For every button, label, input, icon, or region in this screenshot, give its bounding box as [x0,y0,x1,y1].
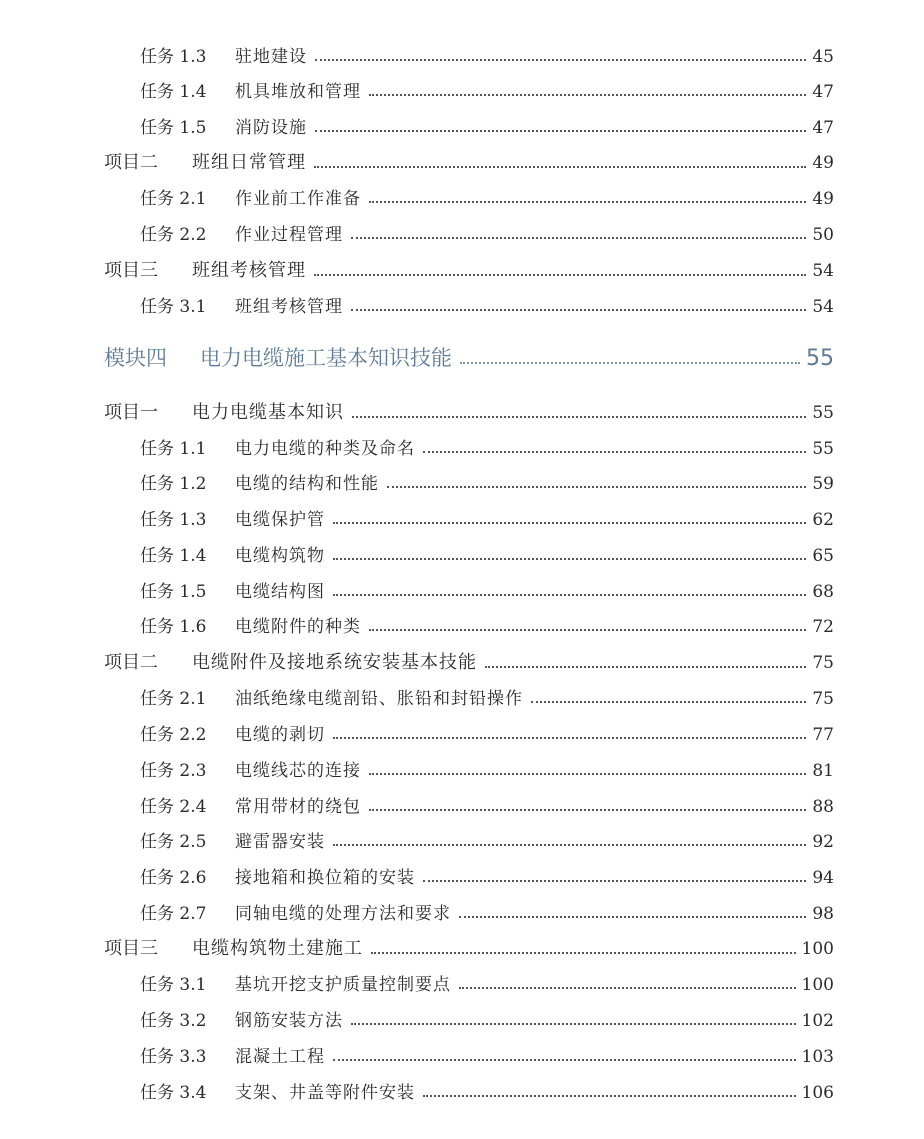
toc-entry-task [0,899,834,924]
toc-entry-title: 班组考核管理 [192,260,306,281]
dot-leader [369,628,806,631]
toc-entry-page: 55 [812,403,834,423]
dot-leader [369,200,806,203]
toc-entry-number: 任务 2.2 [140,225,207,245]
toc-entry-page: 55 [812,439,834,459]
toc-entry-number: 任务 1.4 [140,82,207,102]
toc-entry-title: 电缆的结构和性能 [235,474,379,494]
toc-entry-title: 油纸绝缘电缆剖铅、胀铅和封铅操作 [235,689,523,709]
toc-entry-task [0,434,834,459]
toc-entry-page: 49 [812,153,834,173]
toc-entry-task [0,220,834,245]
dot-leader [387,485,806,488]
toc-entry-title: 班组考核管理 [235,297,343,317]
toc-entry-project [0,256,834,282]
toc-entry-page: 68 [812,582,834,602]
toc-entry-page: 62 [812,510,834,530]
toc-entry-number: 任务 3.4 [140,1083,207,1103]
toc-entry-title: 电缆构筑物土建施工 [192,938,363,959]
dot-leader [315,58,806,61]
dot-leader [333,1058,796,1061]
dot-leader [333,843,806,846]
toc-entry-project [0,398,834,424]
toc-entry-number: 任务 1.5 [140,118,207,138]
toc-entry-title: 同轴电缆的处理方法和要求 [235,904,451,924]
toc-entry-task [0,505,834,530]
toc-entry-task [0,827,834,852]
toc-entry-page: 77 [812,725,834,745]
toc-entry-task [0,42,834,67]
dot-leader [369,93,806,96]
toc-entry-page: 47 [812,118,834,138]
toc-entry-title: 作业过程管理 [235,225,343,245]
toc-entry-page: 94 [812,868,834,888]
toc-entry-title: 电缆附件及接地系统安装基本技能 [192,652,477,673]
toc-entry-title: 支架、井盖等附件安装 [235,1083,415,1103]
toc-entry-number: 任务 1.4 [140,546,207,566]
toc-entry-title: 常用带材的绕包 [235,797,361,817]
toc-entry-page: 100 [801,975,834,995]
dot-leader [531,700,806,703]
toc-entry-page: 75 [812,689,834,709]
toc-entry-task [0,1042,834,1067]
toc-entry-number: 任务 2.5 [140,832,207,852]
toc-entry-page: 81 [812,761,834,781]
toc-entry-page: 47 [812,82,834,102]
toc-entry-page: 75 [812,653,834,673]
toc-entry-task [0,863,834,888]
toc-entry-title: 电缆附件的种类 [235,617,361,637]
toc-entry-number: 任务 1.5 [140,582,207,602]
dot-leader [315,129,806,132]
toc-entry-number: 任务 1.3 [140,47,207,67]
dot-leader [314,165,806,168]
toc-entry-number: 任务 2.6 [140,868,207,888]
toc-entry-page: 49 [812,189,834,209]
toc-entry-page: 50 [812,225,834,245]
toc-entry-page: 98 [812,904,834,924]
dot-leader [351,308,806,311]
toc-entry-page: 72 [812,617,834,637]
dot-leader [459,986,796,989]
toc-entry-page: 106 [801,1083,834,1103]
toc-entry-title: 消防设施 [235,118,307,138]
toc-entry-task [0,684,834,709]
toc-entry-number: 任务 1.1 [140,439,207,459]
toc-entry-page: 102 [801,1011,834,1031]
toc-entry-number: 任务 1.3 [140,510,207,530]
toc-entry-title: 电力电缆的种类及命名 [235,439,415,459]
toc-entry-title: 电力电缆施工基本知识技能 [200,346,452,370]
toc-entry-task [0,720,834,745]
toc-entry-number: 项目一 [104,402,158,423]
dot-leader [459,915,806,918]
toc-entry-number: 任务 2.3 [140,761,207,781]
toc-entry-title: 钢筋安装方法 [235,1011,343,1031]
dot-leader [423,879,806,882]
dot-leader [333,736,806,739]
dot-leader [423,450,806,453]
toc-entry-title: 混凝土工程 [235,1047,325,1067]
toc-entry-task [0,1078,834,1103]
toc-entry-task [0,77,834,102]
toc-entry-title: 电缆保护管 [235,510,325,530]
toc-entry-title: 电缆的剥切 [235,725,325,745]
toc-entry-title: 驻地建设 [235,47,307,67]
toc-entry-task [0,792,834,817]
toc-entry-number: 任务 2.4 [140,797,207,817]
dot-leader [351,1022,796,1025]
toc-entry-project [0,934,834,960]
toc-entry-page: 59 [812,474,834,494]
toc-entry-task [0,469,834,494]
toc-entry-page: 54 [812,261,834,281]
toc-entry-page: 45 [812,47,834,67]
dot-leader [369,808,806,811]
toc-entry-page: 54 [812,297,834,317]
toc-entry-task [0,184,834,209]
toc-entry-task [0,970,834,995]
toc-entry-number: 项目二 [104,152,158,173]
toc-entry-page: 92 [812,832,834,852]
toc-entry-task [0,577,834,602]
toc-entry-module [0,342,834,372]
toc-entry-title: 班组日常管理 [192,152,306,173]
toc-entry-number: 任务 1.6 [140,617,207,637]
toc-entry-page: 103 [801,1047,834,1067]
toc-entry-number: 任务 3.1 [140,975,207,995]
toc-entry-number: 任务 3.2 [140,1011,207,1031]
toc-entry-title: 电缆线芯的连接 [235,761,361,781]
dot-leader [369,772,806,775]
toc-entry-task [0,756,834,781]
dot-leader [333,593,806,596]
toc-entry-title: 电力电缆基本知识 [192,402,344,423]
dot-leader [485,665,806,668]
toc-entry-title: 机具堆放和管理 [235,82,361,102]
toc-entry-project [0,148,834,174]
toc-entry-page: 65 [812,546,834,566]
dot-leader [333,557,806,560]
toc-entry-title: 基坑开挖支护质量控制要点 [235,975,451,995]
toc-entry-number: 项目三 [104,938,158,959]
toc-entry-task [0,612,834,637]
toc-entry-number: 项目二 [104,652,158,673]
toc-entry-task [0,292,834,317]
dot-leader [333,521,806,524]
toc-entry-project [0,648,834,674]
toc-entry-task [0,113,834,138]
toc-entry-page: 100 [801,939,834,959]
toc-entry-number: 任务 3.1 [140,297,207,317]
toc-entry-title: 接地箱和换位箱的安装 [235,868,415,888]
toc-entry-title: 电缆构筑物 [235,546,325,566]
toc-entry-title: 作业前工作准备 [235,189,361,209]
dot-leader [314,273,806,276]
dot-leader [351,236,806,239]
toc-entry-task [0,1006,834,1031]
toc-entry-number: 任务 2.1 [140,189,207,209]
toc-entry-number: 任务 2.7 [140,904,207,924]
dot-leader [423,1094,796,1097]
dot-leader [371,951,796,954]
toc-entry-page: 55 [806,346,834,371]
toc-entry-task [0,541,834,566]
toc-entry-title: 避雷器安装 [235,832,325,852]
toc-entry-number: 任务 2.1 [140,689,207,709]
dot-leader [352,415,806,418]
toc-entry-number: 模块四 [104,346,167,370]
toc-entry-page: 88 [812,797,834,817]
toc-entry-number: 任务 1.2 [140,474,207,494]
toc-entry-number: 项目三 [104,260,158,281]
dot-leader [460,361,800,364]
toc-entry-number: 任务 2.2 [140,725,207,745]
toc-entry-title: 电缆结构图 [235,582,325,602]
toc-entry-number: 任务 3.3 [140,1047,207,1067]
